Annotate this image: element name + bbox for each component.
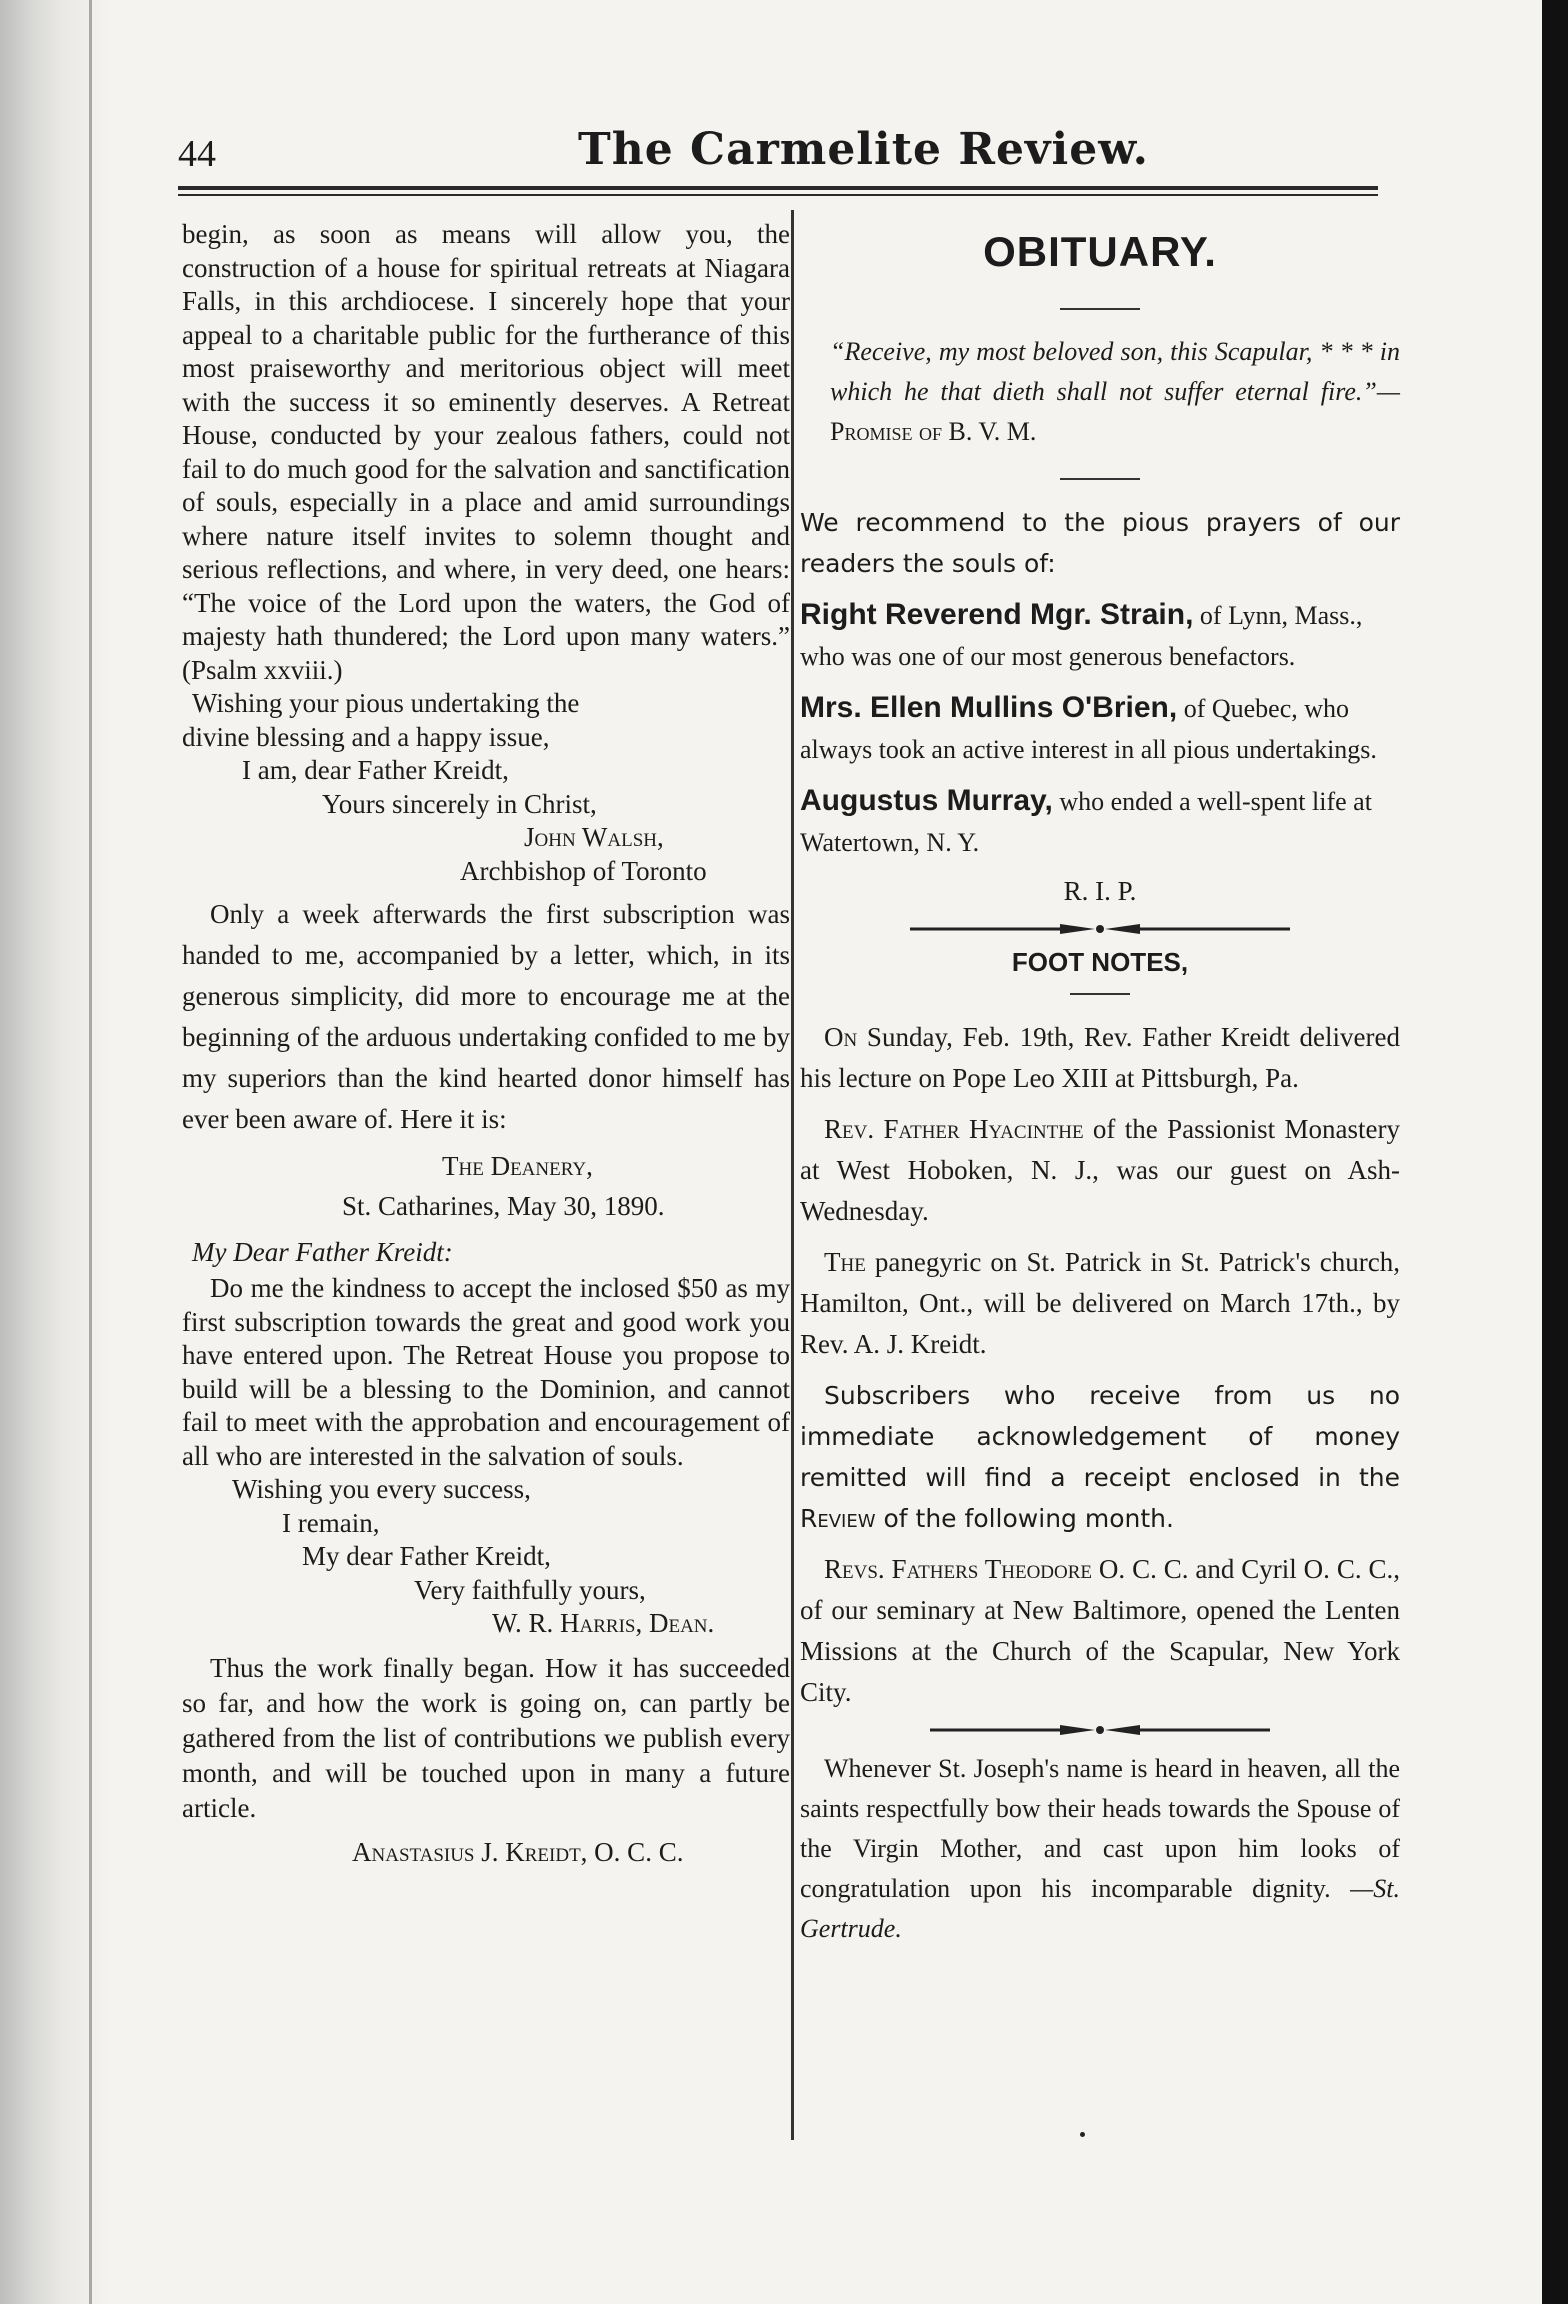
letter-date: St. Catharines, May 30, 1890. bbox=[342, 1191, 665, 1221]
st-joseph-text: Whenever St. Joseph's name is heard in heaven, all the saints respectfully bow their heads towards the Spouse of the Virgin Mother, and cast upon him looks of congratulation upon his incomparable dignity. bbox=[800, 1754, 1400, 1903]
narrative-paragraph: Only a week afterwards the first subscription was handed to me, accompanied by a letter, which, in its generous simplicity, did more to encourage me at the beginning of the arduous undertaking confided to me by my superiors than the kind hearted donor himself has ever been aware of. Here it is: bbox=[182, 899, 790, 1134]
deceased-name: Mrs. Ellen Mullins O'Brien, bbox=[800, 691, 1178, 724]
foot-note-text: Subscribers who receive from us no immediate acknowledgement of money remitted will find a receipt enclosed in the bbox=[800, 1381, 1400, 1492]
page-header bbox=[178, 118, 1378, 188]
foot-note bbox=[800, 1242, 1400, 1365]
harris-signature: W. R. Harris, Dean. bbox=[492, 1608, 715, 1638]
foot-note-text: O. C. C. and Cyril O. C. C., of our seminary at New Baltimore, opened the Lenten Missions at the Church of the Scapular, New York City. bbox=[800, 1554, 1400, 1707]
foot-notes-heading: FOOT NOTES, bbox=[1011, 947, 1189, 977]
letter-salutation: My Dear Father Kreidt: bbox=[192, 1237, 453, 1267]
foot-note bbox=[800, 1375, 1400, 1539]
obituary-entry bbox=[800, 687, 1400, 770]
quote-text: “Receive, my most beloved son, this Scapular, * * * in which he that dieth shall not suffer eternal fire.”— bbox=[830, 337, 1400, 406]
obituary-text: of Lynn, Mass., who was one of our most generous benefactors. bbox=[800, 601, 1363, 671]
foot-note-lead: On bbox=[824, 1022, 858, 1052]
foot-note-lead: The bbox=[824, 1247, 866, 1277]
foot-note-text: of the following month. bbox=[875, 1504, 1174, 1533]
review-name: Review bbox=[800, 1504, 876, 1533]
walsh-closing-line: divine blessing and a happy issue, bbox=[182, 721, 550, 752]
deceased-name: Right Reverend Mgr. Strain, bbox=[800, 598, 1194, 631]
walsh-signature: John Walsh, bbox=[524, 822, 664, 852]
author-signature: Anastasius J. Kreidt, O. C. C. bbox=[352, 1836, 684, 1867]
ornamental-divider bbox=[930, 1723, 1270, 1737]
harris-valediction: Very faithfully yours, bbox=[414, 1574, 646, 1605]
header-rule bbox=[178, 186, 1378, 190]
obituary-text: of Quebec, who always took an active interest in all pious undertakings. bbox=[800, 694, 1377, 764]
ornamental-divider bbox=[910, 922, 1290, 936]
divider-rule bbox=[1060, 308, 1140, 310]
obituary-entry bbox=[800, 594, 1400, 677]
walsh-valediction: I am, dear Father Kreidt, bbox=[242, 755, 509, 785]
foot-note bbox=[800, 1109, 1400, 1232]
scan-border bbox=[1542, 0, 1568, 2304]
journal-title: The Carmelite Review. bbox=[578, 124, 1149, 175]
st-joseph-paragraph bbox=[800, 1749, 1400, 1949]
harris-valediction: My dear Father Kreidt, bbox=[302, 1541, 551, 1571]
divider-rule bbox=[1060, 478, 1140, 480]
walsh-title: Archbishop of Toronto bbox=[460, 855, 707, 886]
walsh-closing-line: Wishing your pious undertaking the bbox=[192, 688, 580, 718]
right-column bbox=[800, 212, 1400, 1975]
quote-source: Promise of B. V. M. bbox=[830, 417, 1037, 446]
obituary-entry bbox=[800, 780, 1400, 863]
deceased-name: Augustus Murray, bbox=[800, 784, 1053, 817]
book-binding-edge bbox=[0, 0, 110, 2304]
column-divider bbox=[791, 210, 794, 2140]
scapular-promise-quote bbox=[830, 332, 1400, 452]
left-column bbox=[182, 218, 790, 1869]
foot-note bbox=[800, 1549, 1400, 1713]
foot-note-lead: Revs. Fathers Theodore bbox=[824, 1554, 1093, 1584]
harris-valediction: I remain, bbox=[282, 1507, 380, 1538]
foot-note-text: of the Passionist Monastery at West Hoboken, N. J., was our guest on Ash-Wednesday. bbox=[800, 1114, 1400, 1226]
walsh-valediction: Yours sincerely in Christ, bbox=[322, 788, 597, 819]
walsh-letter-body: begin, as soon as means will allow you, the construction of a house for spiritual retreats at Niagara Falls, in this archdiocese. I sincerely hope that your appeal to a charitable public for the furtherance of this most praiseworthy and meritorious object will meet with the success it so eminently deserves. A Retreat House, conducted by your zealous fathers, could not fail to do much good for the salvation and sanctification of souls, especially in a place and amid surroundings where nature itself invites to solemn thought and serious reflections, and where, in very deed, one hears: “The voice of the Lord upon the waters, the God of majesty hath thundered; the Lord upon many waters.” (Psalm xxviii.) bbox=[182, 219, 790, 685]
rip-line: R. I. P. bbox=[1063, 876, 1137, 906]
recommend-text: We recommend to the pious prayers of our readers the souls of: bbox=[800, 508, 1400, 578]
stray-mark bbox=[1080, 2132, 1085, 2137]
harris-letter-body: Do me the kindness to accept the inclosed $50 as my first subscription towards the great and good work you have entered upon. The Retreat House you propose to build will be a blessing to the Dominion, and cannot fail to meet with the approbation and encouragement of all who are interested in the salvation of souls. bbox=[182, 1273, 790, 1471]
letter-address: The Deanery, bbox=[442, 1151, 593, 1181]
harris-closing-line: Wishing you every success, bbox=[232, 1474, 531, 1504]
foot-note-text: Sunday, Feb. 19th, Rev. Father Kreidt delivered his lecture on Pope Leo XIII at Pittsburgh, Pa. bbox=[800, 1022, 1400, 1093]
divider-rule bbox=[1070, 993, 1130, 995]
page-number: 44 bbox=[178, 133, 216, 175]
obituary-text: who ended a well-spent life at Watertown, N. Y. bbox=[800, 787, 1372, 857]
obituary-heading: OBITUARY. bbox=[983, 228, 1217, 275]
foot-note-text: panegyric on St. Patrick in St. Patrick's church, Hamilton, Ont., will be delivered on March 17th., by Rev. A. J. Kreidt. bbox=[800, 1247, 1400, 1359]
header-rule-thin bbox=[178, 194, 1378, 196]
foot-note bbox=[800, 1017, 1400, 1099]
closing-paragraph: Thus the work finally began. How it has succeeded so far, and how the work is going on, can partly be gathered from the list of contributions we publish every month, and will be touched upon in many a future article. bbox=[182, 1652, 790, 1823]
st-gertrude-attribution: —St. Gertrude. bbox=[800, 1874, 1400, 1943]
foot-note-lead: Rev. Father Hyacinthe bbox=[824, 1114, 1084, 1144]
